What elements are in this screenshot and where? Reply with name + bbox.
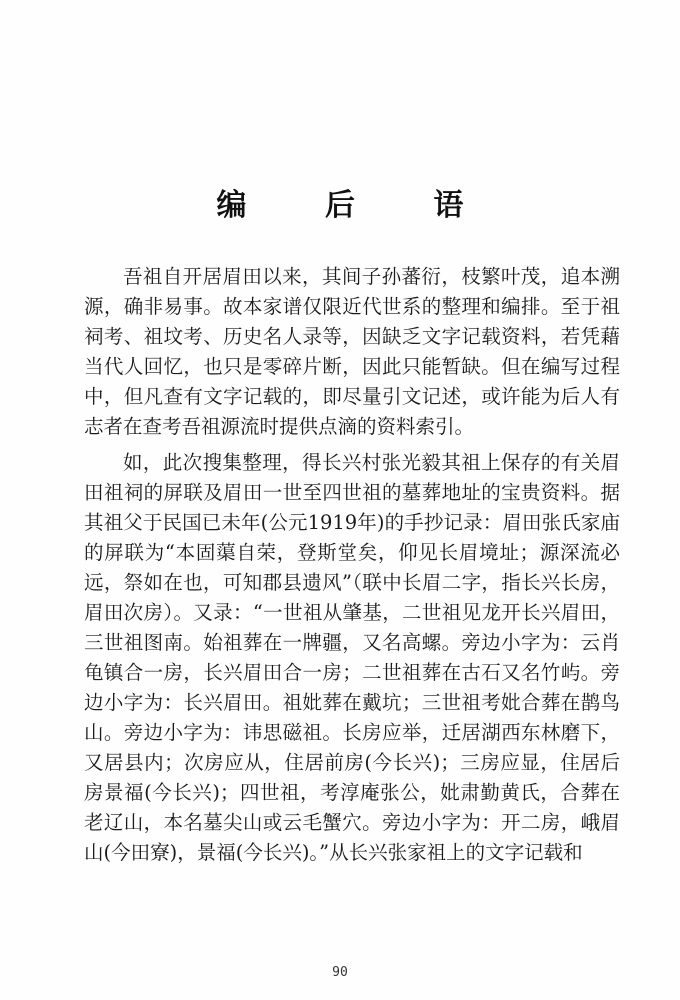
paragraph-1: 吾祖自开居眉田以来，其间子孙蕃衍，枝繁叶茂，追本溯源，确非易事。故本家谱仅限近代世系的整理和编排。至于祖祠考、祖坟考、历史名人录等，因缺乏文字记载资料，若凭藉当代人回忆，也只是零碎片断，因此只能暂缺。但在编写过程中，但凡查有文字记载的，即尽量引文记述，或许能为后人有志者在查考吾祖源流时提供点滴的资料索引。 bbox=[84, 265, 620, 438]
paragraph-2: 如，此次搜集整理，得长兴村张光毅其祖上保存的有关眉田祖祠的屏联及眉田一世至四世祖的墓葬地址的宝贵资料。据其祖父于民国已未年(公元1919年)的手抄记录：眉田张氏家庙的屏联为“本固蕖自荣，登斯堂矣，仰见长眉境址；源深流必远，祭如在也，可知郡县遗风”（联中长眉二字，指长兴长房，眉田次房）。又录：“一世祖从肇基，二世祖见龙开长兴眉田，三世祖图南。始祖葬在一牌疆，又名高螺。旁边小字为：云肖龟镇合一房，长兴眉田合一房；二世祖葬在古石又名竹屿。旁边小字为：长兴眉田。祖妣葬在戴坑；三世祖考妣合葬在鹊鸟山。旁边小字为：讳思磁祖。长房应举，迁居湖西东林磨下，又居县内；次房应从，住居前房(今长兴)；三房应显，住居后房景福(今长兴)；四世祖，考淳庵张公，妣肃勤黄氏，合葬在老辽山，本名墓尖山或云毛蟹穴。旁边小字为：开二房，峨眉山(今田寮)，景福(今长兴)。”从长兴张家祖上的文字记载和 bbox=[84, 451, 620, 864]
page-title: 编 后 语 bbox=[216, 188, 498, 223]
body-text bbox=[84, 262, 620, 874]
page-number: 90 bbox=[332, 965, 348, 980]
